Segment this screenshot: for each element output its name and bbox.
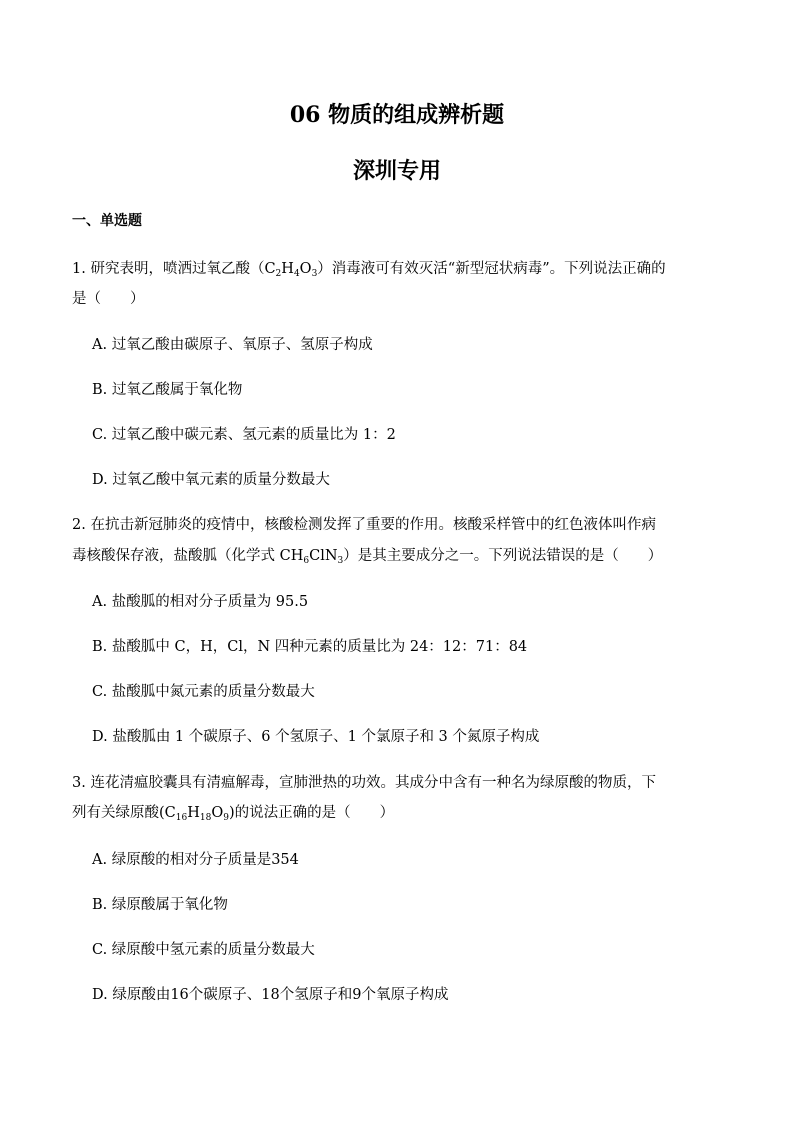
subscript: 6: [303, 556, 310, 566]
option-d[interactable]: D. 绿原酸由16个碳原子、18个氢原子和9个氧原子构成: [92, 987, 449, 1003]
subscript: 9: [223, 813, 229, 823]
question-text: ）消毒液可有效灭活“新型冠状病毒”。下列说法正确的: [317, 261, 666, 277]
question-text: H: [281, 261, 294, 277]
option-b[interactable]: B. 过氧乙酸属于氧化物: [92, 382, 243, 398]
question-text: )的说法正确的是（ ）: [228, 805, 395, 821]
page-subtitle: 深圳专用: [352, 158, 441, 184]
subscript: 3: [311, 269, 318, 279]
question-text: H: [187, 805, 200, 821]
question-text: 列有关绿原酸(C: [72, 805, 176, 821]
option-a[interactable]: A. 盐酸胍的相对分子质量为 95.5: [92, 594, 309, 610]
question-text: O: [211, 805, 224, 821]
subscript: 16: [175, 813, 188, 823]
option-d[interactable]: D. 盐酸胍由 1 个碳原子、6 个氢原子、1 个氯原子和 3 个氮原子构成: [92, 729, 540, 745]
question-2-line-1: [72, 518, 656, 533]
question-number: 2.: [72, 517, 86, 533]
section-heading: 一、单选题: [72, 213, 142, 229]
question-text: 毒核酸保存液，盐酸胍（化学式 CH: [72, 548, 304, 564]
question-text: O: [299, 261, 312, 277]
option-c[interactable]: C. 过氧乙酸中碳元素、氢元素的质量比为 1：2: [92, 427, 396, 443]
question-number: 1.: [72, 261, 86, 277]
subscript: 3: [337, 556, 344, 566]
option-a[interactable]: A. 绿原酸的相对分子质量是354: [92, 852, 299, 868]
subscript: 4: [293, 269, 300, 279]
question-3-line-2: [72, 806, 394, 821]
option-c[interactable]: C. 盐酸胍中氮元素的质量分数最大: [92, 684, 315, 700]
question-text: 研究表明，喷洒过氧乙酸（C: [90, 261, 276, 277]
question-text: 在抗击新冠肺炎的疫情中，核酸检测发挥了重要的作用。核酸采样管中的红色液体叫作病: [90, 517, 656, 533]
option-c[interactable]: C. 绿原酸中氢元素的质量分数最大: [92, 942, 315, 958]
question-text: ）是其主要成分之一。下列说法错误的是（ ）: [343, 548, 663, 564]
question-1-line-2: 是（ ）: [72, 291, 145, 307]
option-a[interactable]: A. 过氧乙酸由碳原子、氧原子、氢原子构成: [92, 337, 373, 353]
question-text: ClN: [309, 548, 338, 564]
question-number: 3.: [72, 775, 86, 791]
option-b[interactable]: B. 盐酸胍中 C，H，Cl，N 四种元素的质量比为 24：12：71：84: [92, 639, 528, 655]
question-2-line-2: [72, 549, 662, 564]
option-b[interactable]: B. 绿原酸属于氧化物: [92, 897, 228, 913]
subscript: 18: [199, 813, 212, 823]
option-d[interactable]: D. 过氧乙酸中氧元素的质量分数最大: [92, 472, 330, 488]
question-1-line-1: [72, 262, 666, 277]
question-text: 连花清瘟胶囊具有清瘟解毒，宣肺泄热的功效。其成分中含有一种名为绿原酸的物质，下: [90, 775, 656, 791]
question-3-line-1: [72, 776, 656, 791]
subscript: 2: [275, 269, 282, 279]
page-title: 06 物质的组成辨析题: [289, 102, 505, 128]
